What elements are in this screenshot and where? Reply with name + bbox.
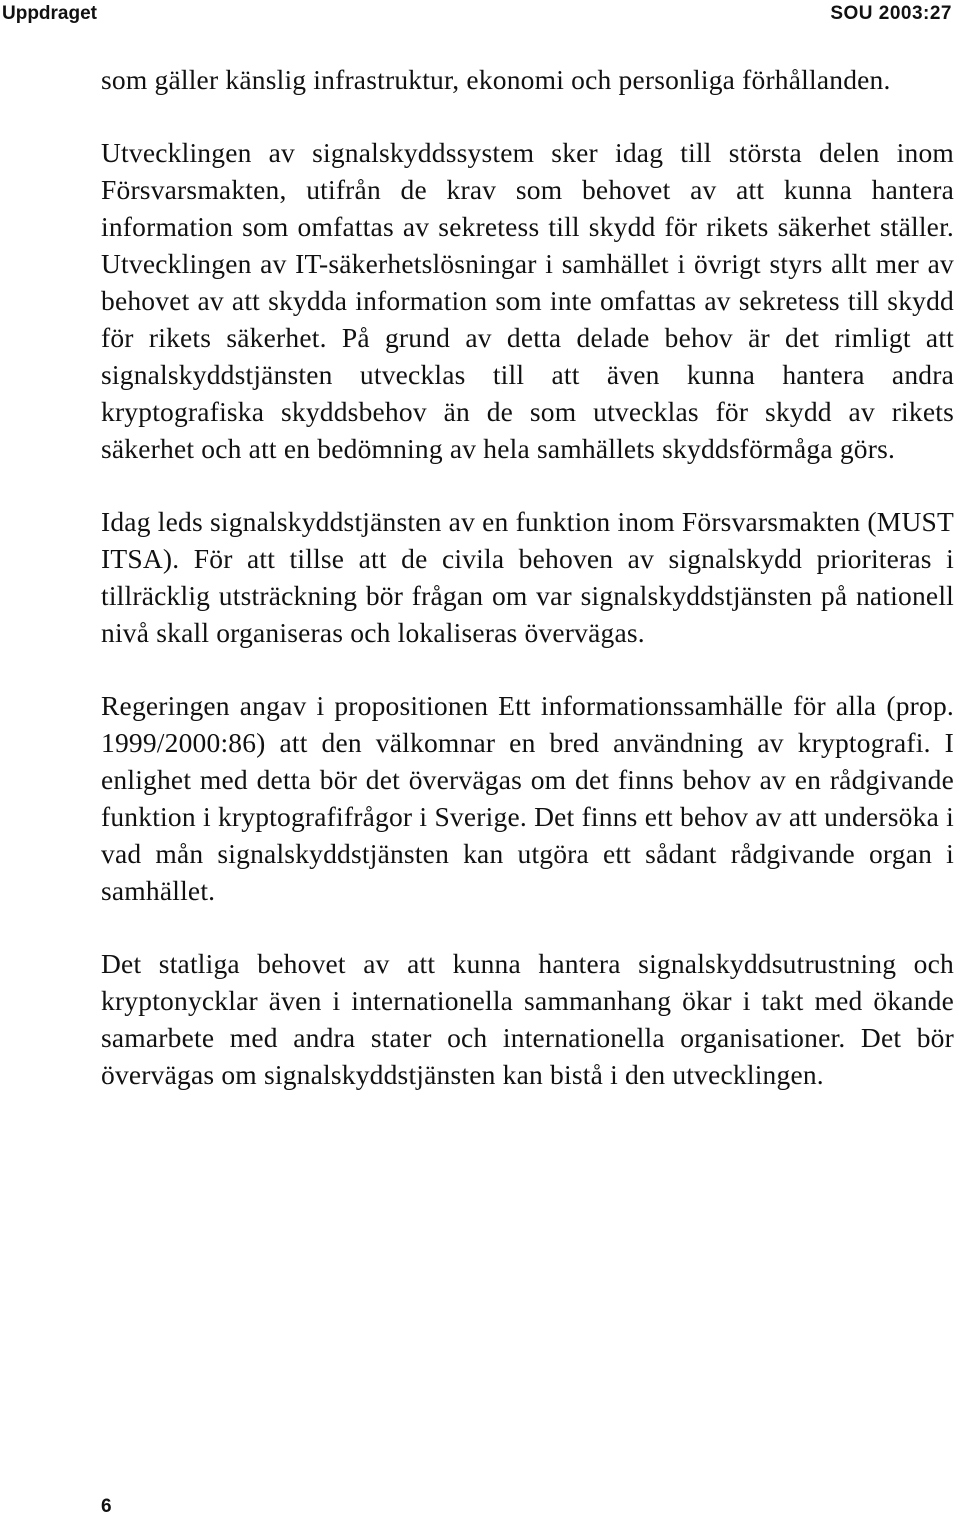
paragraph: Det statliga behovet av att kunna hantera signalskyddsutrustning och kryptonycklar även i internationella sammanhang ökar i takt med ökande samarbete med andra stater och internationella organisationer. Det bör övervägas om signalskyddstjänsten kan bistå i den utvecklingen. xyxy=(101,948,954,1090)
paragraph: Idag leds signalskyddstjänsten av en funktion inom Försvarsmakten (MUST ITSA). För att tillse att de civila behoven av signalskydd prioriteras i tillräcklig utsträckning bör frågan om var signalskyddstjänsten på nationell nivå skall organiseras och lokaliseras övervägas. xyxy=(101,506,954,648)
page-header xyxy=(0,3,960,27)
page-number: 6 xyxy=(101,1496,112,1517)
header-document-id: SOU 2003:27 xyxy=(830,3,952,24)
header-chapter-title: Uppdraget xyxy=(2,3,97,24)
paragraph: Regeringen angav i propositionen Ett informationssamhälle för alla (prop. 1999/2000:86) att den välkomnar en bred användning av kryptografi. I enlighet med detta bör det övervägas om det finns behov av en rådgivande funktion i kryptografifrågor i Sverige. Det finns ett behov av att undersöka i vad mån signalskyddstjänsten kan utgöra ett sådant rådgivande organ i samhället. xyxy=(101,690,954,906)
body-text xyxy=(101,61,954,1129)
paragraph: som gäller känslig infrastruktur, ekonomi och personliga förhållanden. xyxy=(101,64,891,95)
paragraph: Utvecklingen av signalskyddssystem sker idag till största delen inom Försvarsmakten, utifrån de krav som behovet av att kunna hantera information som omfattas av sekretess till skydd för rikets säkerhet ställer. Utvecklingen av IT-säkerhetslösningar i samhället i övrigt styrs allt mer av behovet av att skydda information som inte omfattas av sekretess till skydd för rikets säkerhet. På grund av detta delade behov är det rimligt att signalskyddstjänsten utvecklas till att även kunna hantera andra kryptografiska skyddsbehov än de som utvecklas för skydd av rikets säkerhet och att en bedömning av hela samhällets skyddsförmåga görs. xyxy=(101,137,954,464)
